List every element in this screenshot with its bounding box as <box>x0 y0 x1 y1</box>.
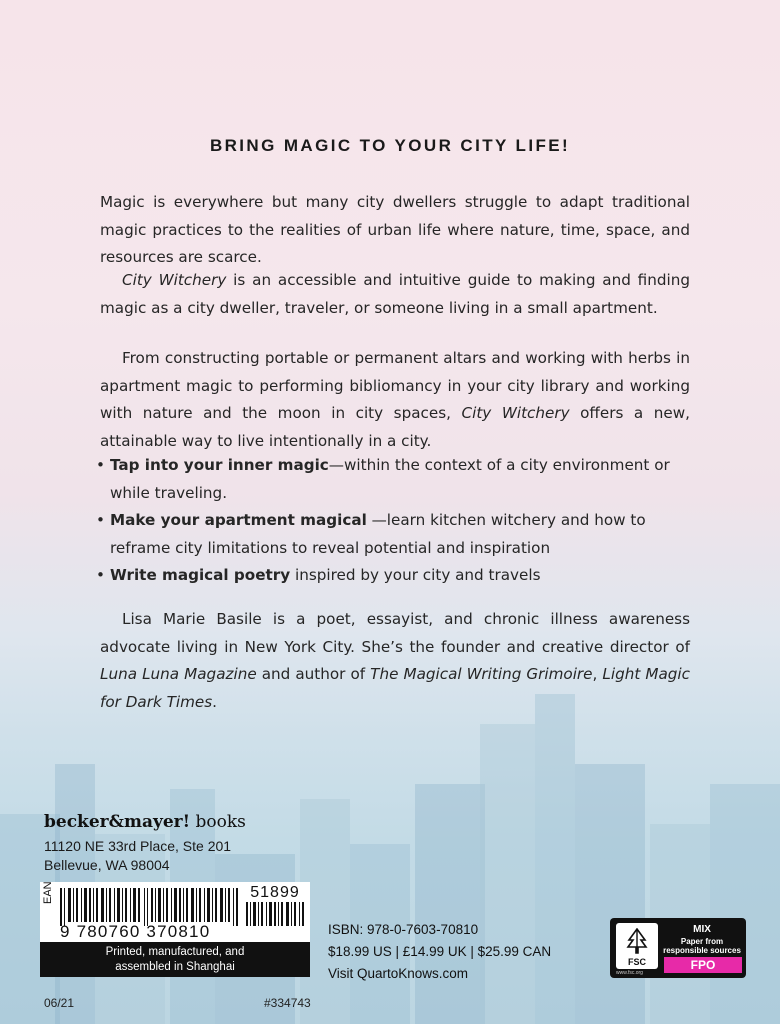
bio-text: . <box>212 692 217 711</box>
fsc-source-text <box>662 937 742 955</box>
paragraph-3-text-b: offers a new, attainable way to live intentionally in a city. <box>100 404 690 450</box>
barcode-addon-icon <box>246 902 304 926</box>
magazine-title: Luna Luna Magazine <box>100 665 257 683</box>
bullet-heading: Make your apartment magical <box>110 511 367 529</box>
printed-line-2: assembled in Shanghai <box>115 961 235 973</box>
author-bio <box>100 606 690 716</box>
paragraph-1-text: Magic is everywhere but many city dwellers struggle to adapt traditional magic practices to the realities of urban life where nature, time, space, and resources are scarce. <box>100 193 690 266</box>
paragraph-2-text: is an accessible and intuitive guide to making and finding magic as a city dweller, traveler, or someone living in a small apartment. <box>100 271 690 317</box>
bullet-item: • Make your apartment magical —learn kitchen witchery and how to reframe city limitations to reveal potential and inspiration <box>96 511 646 557</box>
publisher-address-line-2: Bellevue, WA 98004 <box>44 857 170 873</box>
publisher-logo <box>44 812 246 832</box>
isbn: ISBN: 978-0-7603-70810 <box>328 922 479 937</box>
bullet-text: inspired by your city and travels <box>290 566 541 584</box>
publisher-name-bold: becker&mayer! <box>44 812 191 832</box>
bullet-text: —learn kitchen witchery and how to reframe city limitations to reveal potential and inspiration <box>110 511 646 557</box>
fsc-logo <box>616 923 658 969</box>
bullet-item: • Tap into your inner magic—within the context of a city environment or while traveling. <box>96 456 670 502</box>
description-paragraph-2 <box>100 267 690 322</box>
feature-bullet-list <box>96 452 690 590</box>
bullet-item: • Write magical poetry inspired by your city and travels <box>96 566 541 584</box>
website: Visit QuartoKnows.com <box>328 966 469 981</box>
job-code: #334743 <box>264 996 311 1010</box>
printed-in-notice <box>40 942 310 977</box>
bullet-text: —within the context of a city environment or while traveling. <box>110 456 670 502</box>
fsc-certification-badge <box>610 918 746 978</box>
fsc-tree-icon <box>626 928 648 954</box>
date-code: 06/21 <box>44 996 75 1010</box>
publisher-name-rest: books <box>190 812 246 832</box>
book-title-italic: City Witchery <box>122 271 227 289</box>
paragraph-3-text-a: From constructing portable or permanent altars and working with herbs in apartment magic to performing bibliomancy in your city library and working with nature and the moon in city spaces, <box>100 349 690 422</box>
book-title: Light Magic for Dark Times <box>100 665 690 711</box>
fsc-mix-label: MIX <box>693 924 711 935</box>
fsc-source-line-1: Paper from <box>680 937 724 946</box>
book-title-italic: City Witchery <box>461 404 570 422</box>
barcode-block <box>40 882 310 977</box>
bio-text: Lisa Marie Basile is a poet, essayist, and chronic illness awareness advocate living in New York City. She’s the founder and creative director of <box>100 610 690 656</box>
book-title: The Magical Writing Grimoire <box>370 665 593 683</box>
bullet-heading: Tap into your inner magic <box>110 456 329 474</box>
fsc-logo-text: FSC <box>628 957 646 967</box>
fsc-source-line-2: responsible sources <box>663 946 741 955</box>
barcode-main-icon <box>60 888 238 926</box>
publisher-address-line-1: 11120 NE 33rd Place, Ste 201 <box>44 838 232 854</box>
bio-text: and author of <box>256 665 371 683</box>
bullet-heading: Write magical poetry <box>110 566 291 584</box>
bio-text: , <box>592 665 603 683</box>
printed-line-1: Printed, manufactured, and <box>105 946 245 958</box>
headline: BRING MAGIC TO YOUR CITY LIFE! <box>209 136 571 155</box>
description-paragraph-1 <box>100 189 690 272</box>
description-paragraph-3 <box>100 345 690 455</box>
ean-number: 9 780760 370810 <box>60 922 211 941</box>
fpo-label: FPO <box>664 957 742 973</box>
ean-label: EAN <box>42 881 54 904</box>
price-list: $18.99 US | £14.99 UK | $25.99 CAN <box>328 944 552 959</box>
barcode-addon-number: 51899 <box>250 884 300 901</box>
fsc-url: www.fsc.org <box>616 970 643 976</box>
